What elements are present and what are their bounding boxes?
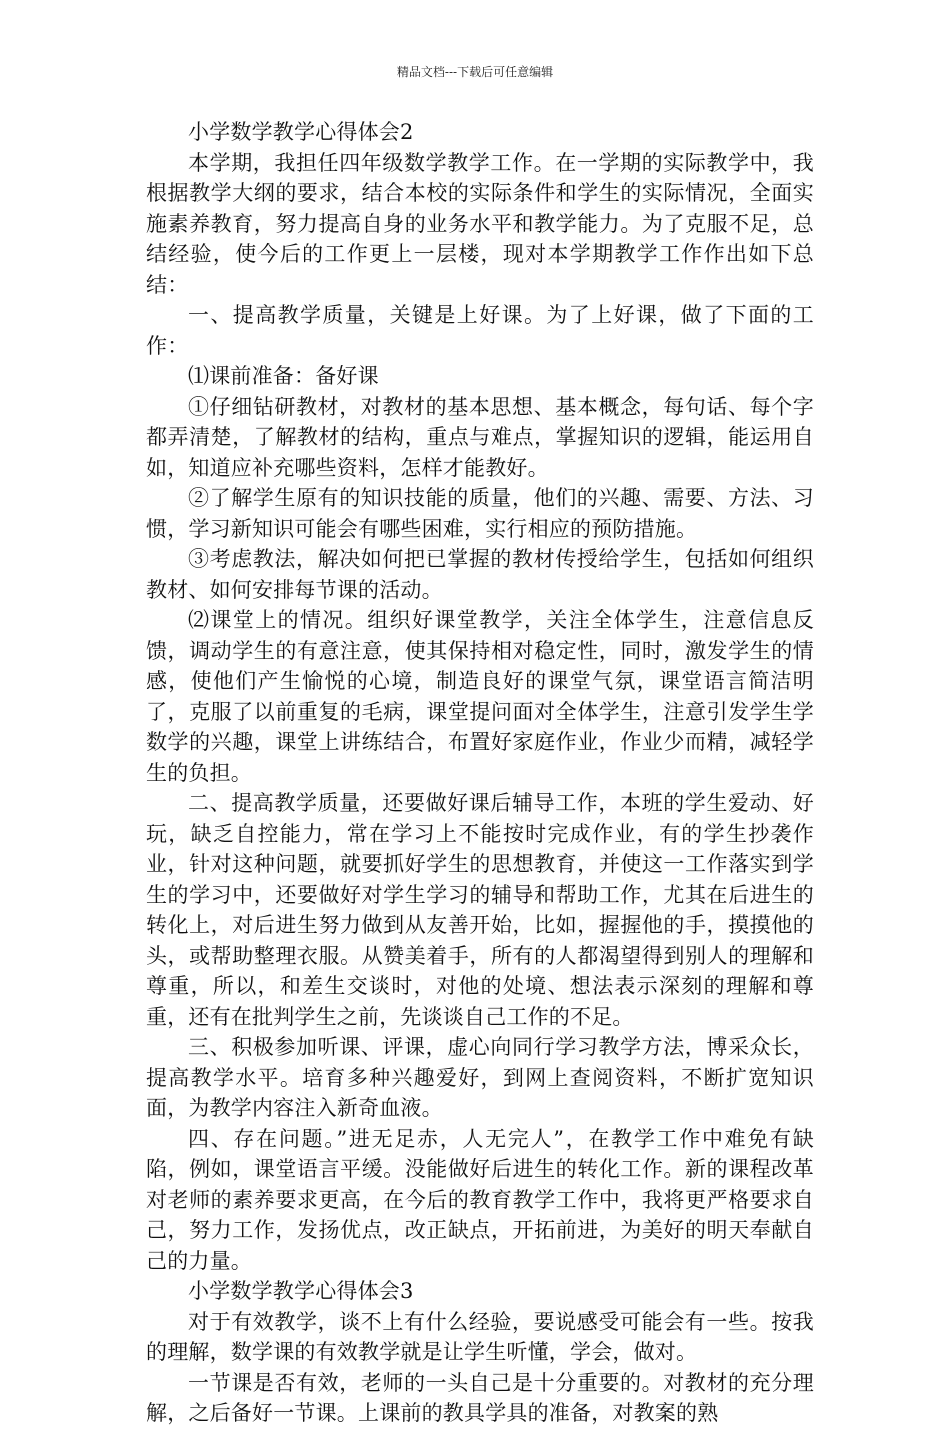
section-title-3: 小学数学教学心得体会3	[188, 1279, 414, 1303]
paragraph-point-2: 二、提高教学质量，还要做好课后辅导工作，本班的学生爱动、好玩，缺乏自控能力，常在学习上不能按时完成作业，有的学生抄袭作业，针对这种问题，就要抓好学生的思想教育，并使这一工作落实到学生的学习中，还要做好对学生学习的辅导和帮助工作，尤其在后进生的转化上，对后进生努力做到从友善开始，比如，握握他的手，摸摸他的头，或帮助整理衣服。从赞美着手，所有的人都渴望得到别人的理解和尊重，所以，和差生交谈时，对他的处境、想法表示深刻的理解和尊重，还有在批判学生之前，先谈谈自己工作的不足。	[146, 791, 814, 1029]
paragraph-point-1: 一、提高教学质量，关键是上好课。为了上好课，做了下面的工作：	[146, 303, 814, 358]
paragraph-item-2: ②了解学生原有的知识技能的质量，他们的兴趣、需要、方法、习惯，学习新知识可能会有哪些困难，实行相应的预防措施。	[146, 486, 814, 541]
page-header: 精品文档---下载后可任意编辑	[396, 65, 554, 79]
document-body	[146, 117, 814, 1429]
paragraph-point-3: 三、积极参加听课、评课，虚心向同行学习教学方法，博采众长，提高教学水平。培育多种兴趣爱好，到网上查阅资料，不断扩宽知识面，为教学内容注入新奇血液。	[146, 1035, 814, 1120]
paragraph-item-3: ③考虑教法，解决如何把已掌握的教材传授给学生，包括如何组织教材、如何安排每节课的活动。	[146, 547, 814, 602]
paragraph-subpoint-1: ⑴课前准备：备好课	[188, 364, 379, 388]
paragraph-lesson-prep: 一节课是否有效，老师的一头自己是十分重要的。对教材的充分理解，之后备好一节课。上课前的教具学具的准备，对教案的熟	[146, 1370, 814, 1425]
paragraph-point-4: 四、存在问题。”进无足赤，人无完人”，在教学工作中难免有缺陷，例如，课堂语言平缓。没能做好后进生的转化工作。新的课程改革对老师的素养要求更高，在今后的教育教学工作中，我将更严格要求自己，努力工作，发扬优点，改正缺点，开拓前进，为美好的明天奉献自己的力量。	[146, 1126, 814, 1273]
paragraph-subpoint-2: ⑵课堂上的情况。组织好课堂教学，关注全体学生，注意信息反馈，调动学生的有意注意，使其保持相对稳定性，同时，激发学生的情感，使他们产生愉悦的心境，制造良好的课堂气氛，课堂语言简洁明了，克服了以前重复的毛病，课堂提问面对全体学生，注意引发学生学数学的兴趣，课堂上讲练结合，布置好家庭作业，作业少而精，减轻学生的负担。	[146, 608, 814, 785]
paragraph-item-1: ①仔细钻研教材，对教材的基本思想、基本概念，每句话、每个字都弄清楚，了解教材的结构，重点与难点，掌握知识的逻辑，能运用自如，知道应补充哪些资料，怎样才能教好。	[146, 394, 814, 480]
section-title-2: 小学数学教学心得体会2	[188, 120, 414, 144]
paragraph-effective-teaching: 对于有效教学，谈不上有什么经验，要说感受可能会有一些。按我的理解，数学课的有效教学就是让学生听懂，学会，做对。	[146, 1309, 814, 1364]
paragraph-intro: 本学期，我担任四年级数学教学工作。在一学期的实际教学中，我根据教学大纲的要求，结合本校的实际条件和学生的实际情况，全面实施素养教育，努力提高自身的业务水平和教学能力。为了克服不足，总结经验，使今后的工作更上一层楼，现对本学期教学工作作出如下总结：	[146, 150, 814, 297]
